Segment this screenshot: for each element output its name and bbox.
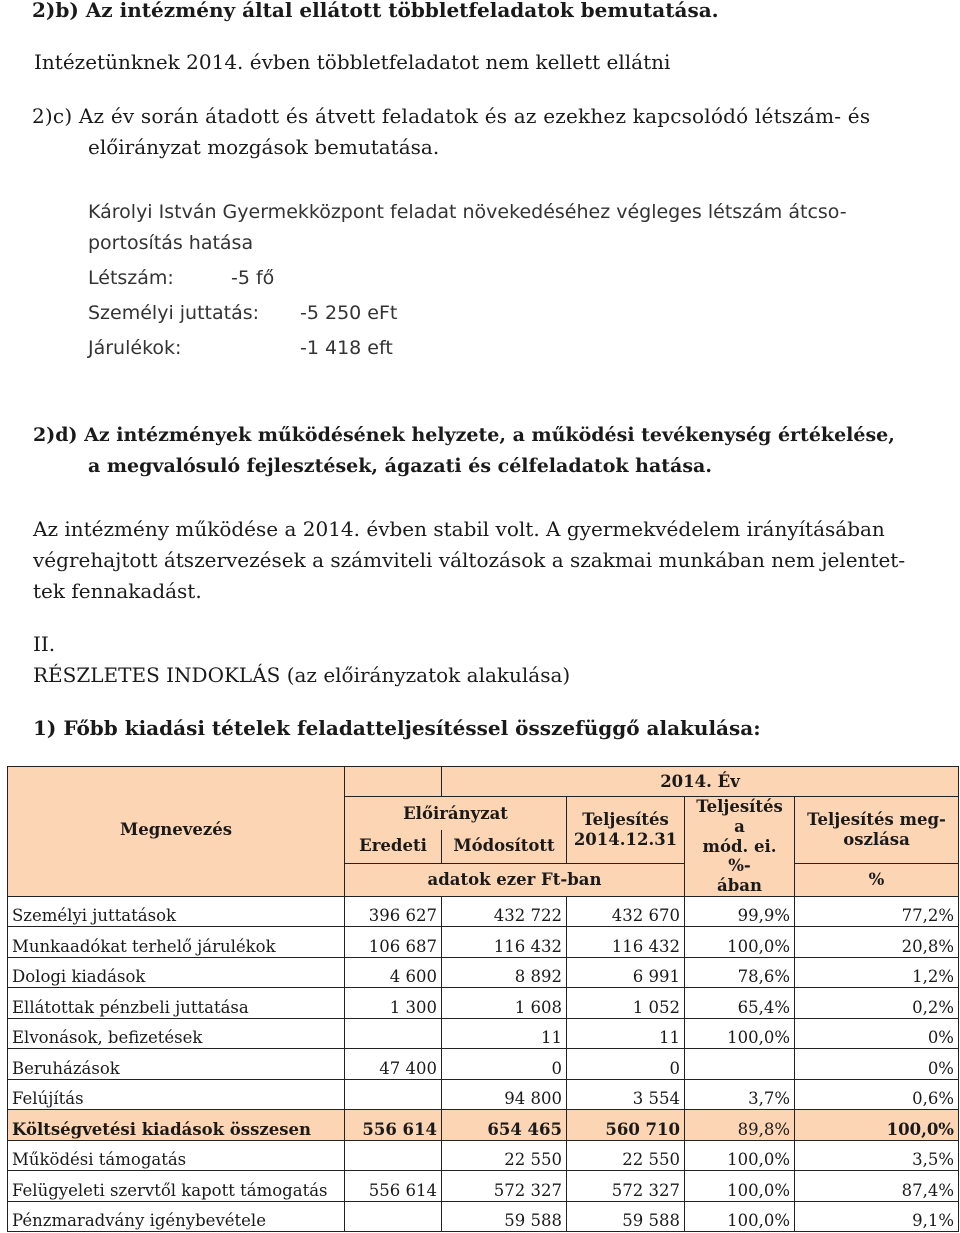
row-name: Felújítás [8, 1079, 345, 1110]
section-2c-heading-line1: 2)c) Az év során átadott és átvett feladatok és az ezekhez kapcsolódó létszám- és [32, 104, 871, 128]
row-modositott: 572 327 [442, 1171, 567, 1202]
header-telj-a: Teljesítés a [696, 797, 783, 836]
row-name: Dologi kiadások [8, 957, 345, 988]
row-telj-pct: 100,0% [685, 1201, 795, 1232]
section-2b-heading: 2)b) Az intézmény által ellátott többletfeladatok bemutatása. [32, 0, 719, 22]
row-name: Elvonások, befizetések [8, 1018, 345, 1049]
header-eloiranyzat: Előirányzat [345, 797, 567, 830]
row-eredeti: 556 614 [345, 1110, 442, 1141]
row-modositott: 22 550 [442, 1140, 567, 1171]
table-row [8, 927, 959, 958]
row-telj-pct: 100,0% [685, 1140, 795, 1171]
expenditure-table [7, 766, 959, 1232]
row-name: Felügyeleti szervtől kapott támogatás [8, 1171, 345, 1202]
row-eredeti [345, 1140, 442, 1171]
header-unit: adatok ezer Ft-ban [345, 863, 685, 896]
jarulek-label: Járulékok: [88, 337, 182, 359]
row-share: 100,0% [795, 1110, 959, 1141]
row-telj-pct: 65,4% [685, 988, 795, 1019]
row-name: Beruházások [8, 1049, 345, 1080]
row-modositott: 654 465 [442, 1110, 567, 1141]
table-row [8, 1018, 959, 1049]
table-row [8, 896, 959, 927]
header-modositott: Módosított [442, 830, 567, 863]
szemelyi-value: -5 250 eFt [300, 302, 398, 324]
row-share: 0% [795, 1018, 959, 1049]
row-modositott: 432 722 [442, 896, 567, 927]
row-share: 9,1% [795, 1201, 959, 1232]
row-teljesites: 432 670 [567, 896, 685, 927]
header-teljesites-label: Teljesítés [582, 810, 669, 830]
header-megoszlas-1: Teljesítés meg- [807, 810, 946, 830]
table-row [8, 988, 959, 1019]
row-modositott: 0 [442, 1049, 567, 1080]
row-modositott: 59 588 [442, 1201, 567, 1232]
row-telj-pct: 100,0% [685, 927, 795, 958]
header-megoszlas-2: oszlása [843, 829, 910, 849]
row-eredeti: 556 614 [345, 1171, 442, 1202]
header-megnevezes-bottom [8, 863, 345, 896]
header-aban: ában [717, 876, 762, 896]
row-name: Költségvetési kiadások összesen [8, 1110, 345, 1141]
table-row [8, 1171, 959, 1202]
row-name: Munkaadókat terhelő járulékok [8, 927, 345, 958]
row-modositott: 1 608 [442, 988, 567, 1019]
row-teljesites: 11 [567, 1018, 685, 1049]
letszam-label: Létszám: [88, 267, 174, 289]
row-share: 87,4% [795, 1171, 959, 1202]
row-share: 20,8% [795, 927, 959, 958]
row-name: Személyi juttatások [8, 896, 345, 927]
row-modositott: 11 [442, 1018, 567, 1049]
row-share: 77,2% [795, 896, 959, 927]
section-2d-heading-line2: a megvalósuló fejlesztések, ágazati és célfeladatok hatása. [88, 455, 712, 477]
row-teljesites: 22 550 [567, 1140, 685, 1171]
header-megoszlas [795, 797, 959, 864]
table-row [8, 1079, 959, 1110]
row-teljesites: 6 991 [567, 957, 685, 988]
header-blank-eredeti-top [345, 767, 442, 797]
table-row [8, 1049, 959, 1080]
section-2b-text: Intézetünknek 2014. évben többletfeladatot nem kellett ellátni [34, 50, 671, 74]
row-telj-pct: 3,7% [685, 1079, 795, 1110]
row-share: 0,6% [795, 1079, 959, 1110]
szemelyi-label: Személyi juttatás: [88, 302, 260, 324]
section-2c-heading-line2: előirányzat mozgások bemutatása. [88, 135, 440, 159]
row-teljesites: 0 [567, 1049, 685, 1080]
row-share: 0,2% [795, 988, 959, 1019]
row-eredeti: 4 600 [345, 957, 442, 988]
karolyi-text-line2: portosítás hatása [88, 232, 254, 254]
row-telj-pct: 99,9% [685, 896, 795, 927]
section-2d-heading-line1: 2)d) Az intézmények működésének helyzete, a működési tevékenység értékelése, [33, 424, 895, 446]
part-ii-label: II. [33, 632, 56, 656]
row-modositott: 94 800 [442, 1079, 567, 1110]
row-name: Működési támogatás [8, 1140, 345, 1171]
row-telj-pct: 100,0% [685, 1171, 795, 1202]
row-eredeti [345, 1018, 442, 1049]
row-teljesites: 116 432 [567, 927, 685, 958]
section-2d-text-line3: tek fennakadást. [33, 579, 202, 603]
row-eredeti [345, 1201, 442, 1232]
row-eredeti [345, 1079, 442, 1110]
row-teljesites: 572 327 [567, 1171, 685, 1202]
row-share: 3,5% [795, 1140, 959, 1171]
row-telj-pct: 89,8% [685, 1110, 795, 1141]
header-megnevezes: Megnevezés [8, 797, 345, 864]
header-telj-pct [685, 797, 795, 897]
header-teljesites [567, 797, 685, 864]
row-teljesites: 59 588 [567, 1201, 685, 1232]
row-telj-pct [685, 1049, 795, 1080]
section-2d-text-line2: végrehajtott átszervezések a számviteli változások a szakmai munkában nem jelentet- [33, 548, 906, 572]
row-share: 1,2% [795, 957, 959, 988]
table-row [8, 957, 959, 988]
row-modositott: 116 432 [442, 927, 567, 958]
table-row-total [8, 1110, 959, 1141]
row-eredeti: 106 687 [345, 927, 442, 958]
reszletes-indoklas-title: RÉSZLETES INDOKLÁS (az előirányzatok alakulása) [33, 663, 571, 687]
section-2d-text-line1: Az intézmény működése a 2014. évben stabil volt. A gyermekvédelem irányításában [33, 517, 885, 541]
row-share: 0% [795, 1049, 959, 1080]
table-row [8, 1201, 959, 1232]
header-eredeti: Eredeti [345, 830, 442, 863]
section-1-heading: 1) Főbb kiadási tételek feladatteljesítéssel összefüggő alakulása: [33, 716, 761, 740]
header-year: 2014. Év [442, 767, 959, 797]
header-percent: % [795, 863, 959, 896]
table-row [8, 1140, 959, 1171]
karolyi-text-line1: Károlyi István Gyermekközpont feladat növekedéséhez végleges létszám átcso- [88, 201, 847, 223]
row-eredeti: 1 300 [345, 988, 442, 1019]
jarulek-value: -1 418 eft [300, 337, 393, 359]
header-mod-ei: mód. ei. %- [702, 836, 777, 876]
header-megnevezes-top [8, 767, 345, 797]
row-name: Ellátottak pénzbeli juttatása [8, 988, 345, 1019]
row-eredeti: 396 627 [345, 896, 442, 927]
row-telj-pct: 100,0% [685, 1018, 795, 1049]
row-teljesites: 1 052 [567, 988, 685, 1019]
row-modositott: 8 892 [442, 957, 567, 988]
letszam-value: -5 fő [231, 267, 275, 289]
row-teljesites: 3 554 [567, 1079, 685, 1110]
row-telj-pct: 78,6% [685, 957, 795, 988]
row-name: Pénzmaradvány igénybevétele [8, 1201, 345, 1232]
row-teljesites: 560 710 [567, 1110, 685, 1141]
row-eredeti: 47 400 [345, 1049, 442, 1080]
header-teljesites-date: 2014.12.31 [573, 829, 678, 849]
